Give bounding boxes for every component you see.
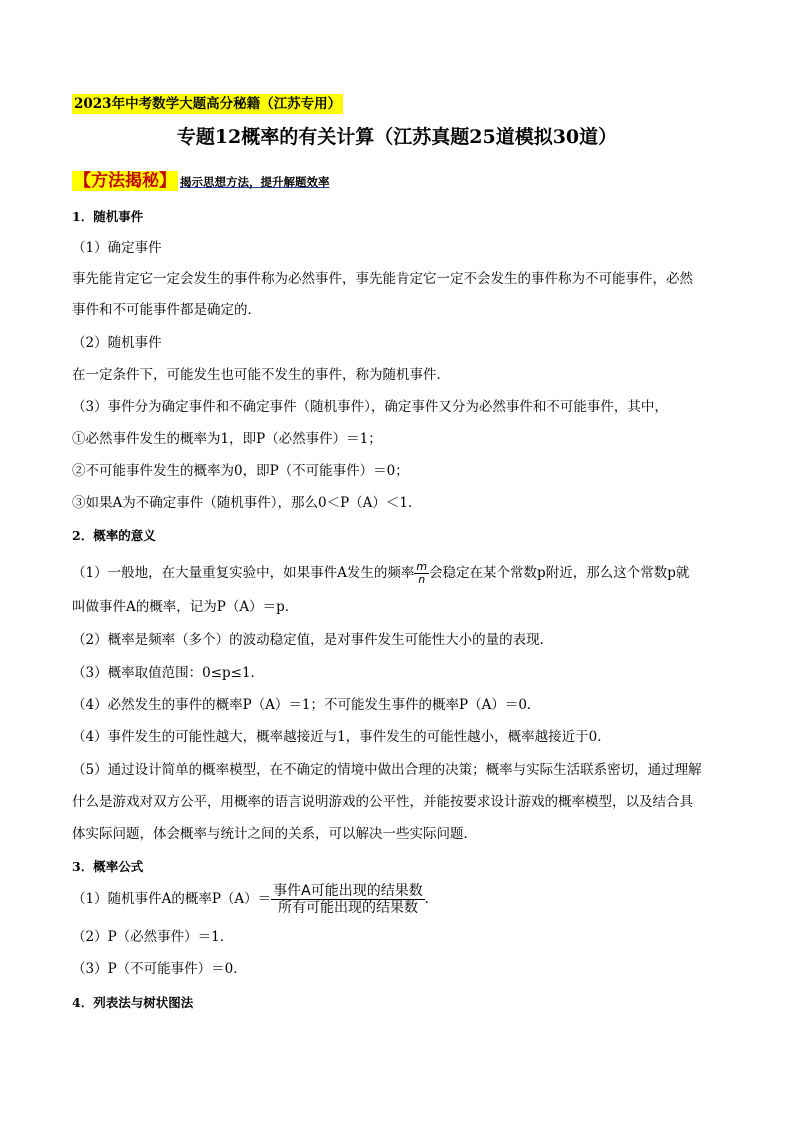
paragraph: ②不可能事件发生的概率为0，即P（不可能事件）＝0； [72,463,409,479]
paragraph-with-fraction [72,561,722,586]
paragraph: ①必然事件发生的概率为1，即P（必然事件）＝1； [72,431,382,447]
section-heading-4: 4．列表法与树状图法 [72,995,194,1010]
paragraph: （4）事件发生的可能性越大，概率越接近与1，事件发生的可能性越小，概率越接近于0． [72,729,611,745]
paragraph: 什么是游戏对双方公平，用概率的语言说明游戏的公平性，并能按要求设计游戏的概率模型，以及结合具 [72,794,693,810]
paragraph: 体实际问题，体会概率与统计之间的关系，可以解决一些实际问题． [72,826,477,842]
section-heading-3: 3．概率公式 [72,859,144,874]
method-tag: 【方法揭秘】 [74,171,176,191]
paragraph: （2）随机事件 [72,335,162,351]
paragraph: （1）确定事件 [72,240,162,256]
fraction-denominator: n [418,573,426,586]
paragraph-part: 会稳定在某个常数p附近，那么这个常数p就 [429,565,690,581]
paragraph-part: ． [424,891,439,907]
paragraph: （3）概率取值范围：0≤p≤1． [72,665,265,681]
paragraph-part: （1）随机事件A的概率P（A）＝ [72,891,272,907]
paragraph: 在一定条件下，可能发生也可能不发生的事件，称为随机事件． [72,367,450,383]
fraction-denominator: 所有可能出现的结果数 [277,900,418,916]
fraction-numerator: m [416,560,428,573]
paragraph: （3）P（不可能事件）＝0． [72,961,247,977]
section-heading-2: 2．概率的意义 [72,528,156,543]
paragraph-part: （1）一般地，在大量重复实验中，如果事件A发生的频率 [72,565,415,581]
paragraph: （2）P（必然事件）＝1． [72,929,234,945]
method-header [72,170,330,192]
paragraph: 事件和不可能事件都是确定的． [72,302,261,318]
paragraph-with-fraction [72,883,722,916]
method-subtitle: 揭示思想方法，提升解题效率 [180,175,330,189]
paragraph: ③如果A为不确定事件（随机事件），那么0＜P（A）＜1． [72,495,422,511]
page-title: 专题12概率的有关计算（江苏真题25道模拟30道） [176,126,618,148]
probability-formula-fraction [271,883,425,916]
paragraph: 叫做事件A的概率，记为P（A）＝p． [72,599,299,615]
series-banner: 2023年中考数学大题高分秘籍（江苏专用） [74,96,342,112]
frequency-fraction [414,561,429,586]
paragraph: （2）概率是频率（多个）的波动稳定值，是对事件发生可能性大小的量的表现． [72,632,554,648]
section-heading-1: 1．随机事件 [72,209,144,224]
fraction-numerator: 事件A可能出现的结果数 [273,883,423,899]
paragraph: 事先能肯定它一定会发生的事件称为必然事件，事先能肯定它一定不会发生的事件称为不可能事件，必然 [72,271,693,287]
paragraph: （5）通过设计简单的概率模型，在不确定的情境中做出合理的决策；概率与实际生活联系密切，通过理解 [72,762,702,778]
paragraph: （3）事件分为确定事件和不确定事件（随机事件），确定事件又分为必然事件和不可能事件，其中， [72,399,668,415]
paragraph: （4）必然发生的事件的概率P（A）＝1；不可能发生事件的概率P（A）＝0． [72,697,541,713]
